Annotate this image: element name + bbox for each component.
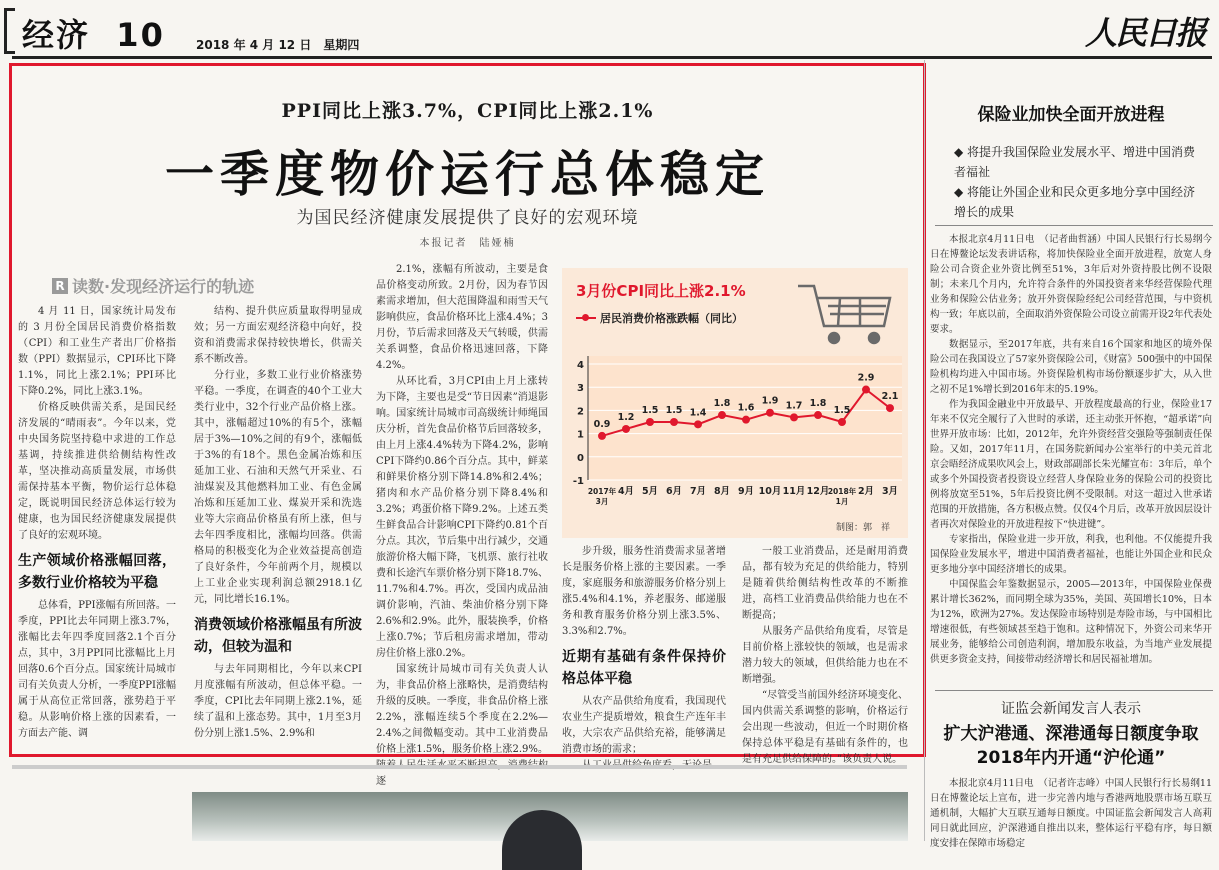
- paragraph: 国家统计局城市司有关负责人认为，非食品价格上涨略快，是消费结构升级的反映。一季度，非食品价格上涨2.2%，涨幅连续5个季度在2.2%—2.4%之间微幅变动。其中工业消费品价格上涨1.5%，服务价格上涨2.9%。 逐: [376, 664, 548, 787]
- x-tick-label: 2月: [857, 486, 875, 497]
- paragraph: 作为我国金融业中开放最早、开放程度最高的行业，保险业17年来不仅完全履行了入世时的承诺，还主动张开怀抱，“超承诺”向世界开放市场：比如，2012年，允许外资经营交强险等强制责任保险。又如，2017年11月，在国务院新闻办公室举行的中美元首北京会晤经济成果吹风会上，财政部副部长朱光耀宣布：3年后，单个或多个外国投资者投资设立经营人身保险业务的保险公司的投资比例将放宽至51%，5年后投资比例不受限制。对这一超过入世承诺范围的开放措施，各方积极点赞。仅仅4个月后，改革开放因层设计者再次对保险业的开放进程按下“快进键”。: [930, 399, 1212, 530]
- x-tick-label: 2017年: [587, 487, 617, 496]
- article-column-5: [742, 544, 908, 765]
- x-tick-label: 5月: [641, 486, 659, 497]
- legend-label: 居民消费价格涨跌幅（同比）: [600, 312, 743, 325]
- masthead: [0, 0, 1219, 58]
- data-label: 1.4: [689, 407, 707, 419]
- x-tick-sublabel: 1月: [835, 497, 849, 506]
- paragraph: 4 月 11 日，国家统计局发布的 3 月份全国居民消费价格指数（CPI）和工业生产者出厂价格指数（PPI）数据显示，CPI环比下降1.1%，同比上涨2.1%；PPI环比下降0.2%，同比上涨3.1%。: [18, 306, 176, 397]
- masthead-bracket: [4, 8, 15, 54]
- sidebar-rule: [935, 225, 1213, 226]
- paragraph: 本报北京4月11日电 （记者许志峰）中国人民银行行长易纲11日在博鳌论坛上宣布，进一步完善内地与香港两地股票市场互联互通机制，大幅扩大互联互通每日额度。中国证监会新闻发言人高莉同日就此回应，沪深港通自推出以来，整体运行平稳有序，每日额度安排在保障市场稳定: [930, 778, 1212, 849]
- read-section-label: [52, 274, 254, 297]
- data-point: [838, 418, 846, 426]
- data-point: [622, 425, 630, 433]
- data-label: 1.5: [833, 405, 851, 416]
- paragraph: 一般工业消费品，还是耐用消费品，都有较为充足的供给能力，特别是随着供给侧结构性改革的不断推进，高档工业消费品供给能力也在不断提高；: [742, 546, 908, 621]
- x-tick-label: 7月: [689, 486, 707, 497]
- data-point: [886, 404, 894, 412]
- data-point: [790, 413, 798, 421]
- cpi-chart: [562, 268, 908, 538]
- x-tick-label: 8月: [713, 486, 731, 497]
- sidebar2-title: 扩大沪港通、深港通每日额度争取2018年内开通“沪伦通”: [943, 724, 1199, 768]
- paragraph: 数据显示，至2017年底，共有来自16个国家和地区的境外保险公司在我国设立了57家外资保险公司，《财富》500强中的中国保险机构均进入中国市场。外资保险机构市场份额逐步扩大，从入世之初不足1%增长到2016年末的5.19%。: [930, 339, 1212, 395]
- data-point: [670, 418, 678, 426]
- data-point: [766, 409, 774, 417]
- data-point: [814, 411, 822, 419]
- bottom-rule: [12, 765, 907, 769]
- paragraph: 2.1%，涨幅有所波动，主要是食品价格变动所致。2月份，因为春节因素需求增加，但大范围降温和雨雪天气影响供应，食品价格环比上涨4.4%；3月份，节后需求回落及天气转暖，供需关系调整，食品价格迅速回落，下降4.2%。: [376, 264, 548, 371]
- y-tick-label: -1: [572, 476, 584, 487]
- paragraph: 专家指出，保险业进一步开放，利我，也利他。不仅能提升我国保险业发展水平，增进中国消费者福祉，也能让外国企业和民众更多地分享中国经济增长的成果。: [930, 534, 1212, 575]
- data-label: 1.5: [665, 405, 683, 416]
- y-tick-label: 4: [577, 360, 584, 371]
- data-label: 1.7: [785, 400, 803, 412]
- paragraph: 从服务产品供给角度看，尽管是目前价格上涨较快的领域，也是需求潜力较大的领域，但供给能力也在不断增强。: [742, 626, 908, 685]
- x-tick-label: 9月: [737, 486, 755, 497]
- chart-title: 3月份CPI同比上涨2.1%: [576, 282, 746, 300]
- column-divider: [924, 60, 925, 841]
- data-label: 1.5: [641, 405, 659, 416]
- paragraph: 从环比看，3月CPI由上月上涨转为下降，主要也是受“节日因素”消退影响。国家统计局城市司高级统计师绳国庆分析，首先食品价格节后回落较多，由上月上涨4.4%转为下降4.2%，影响CPI下降约0.86个百分点。其中，鲜菜和鲜果价格分别下降14.8%和2.4%；猪肉和水产品价格分别下降8.4%和3.2%；鸡蛋价格下降9.2%。上述五类生鲜食品合计影响CPI下降约0.81个百分点。其次，节后集中出行减少，交通旅游价格大幅下降，飞机票、旅行社收费和长途汽车票价格分别下降18.7%、11.7%和4.7%。再次，受国内成品油调价影响，汽油、柴油价格分别下降2.6%和2.9%。此外，服装换季，价格上涨0.7%；节后租房需求增加，带动房住价格上涨0.2%。: [376, 376, 548, 659]
- y-tick-label: 0: [577, 452, 584, 464]
- x-tick-label: 2018年: [827, 487, 857, 496]
- paragraph: 分行业，多数工业行业价格涨势平稳。一季度，在调查的40个工业大类行业中，32个行业产品价格上涨。其中，涨幅超过10%的有5个，涨幅居于3%—10%之间的有9个，涨幅低于3%的有18个。黑色金属冶炼和压延加工业、石油和天然气开采业、石油煤炭及其他燃料加工业、有色金属冶炼和压延加工业、煤炭开采和洗选业等大宗商品价格虽有所上涨，但与去年四季度相比，涨幅均回落。供需格局的积极变化为企业效益提高创造了良好条件，今年前两个月，规模以上工业企业实现利润总额2918.1亿元，同比增长16.1%。: [194, 370, 362, 605]
- read-badge-icon: R: [52, 278, 68, 294]
- paragraph: 本报北京4月11日电 （记者曲哲涵）中国人民银行行长易纲今日在博鳌论坛发表讲话称，将加快保险业全面开放进程，放宽人身险公司合资企业外资比例至51%，3年后对外资持股比例不设限制；未来几个月内，允许符合条件的外国投资者来华经营保险代理业务和保险公估业务；放开外资保险经纪公司经营范围，与中资机构一致；年底以前，全面取消外资保险公司设立前需开设2年代表处要求。: [930, 234, 1212, 335]
- x-tick-sublabel: 3月: [595, 497, 609, 506]
- article-column-4: [562, 544, 726, 754]
- data-point: [598, 432, 606, 440]
- data-label: 1.9: [761, 395, 779, 407]
- data-label: 1.8: [713, 398, 731, 410]
- data-point: [742, 416, 750, 424]
- article-headline: 一季度物价运行总体稳定: [164, 146, 770, 203]
- section-name: 经济: [22, 16, 91, 54]
- article-kicker: PPI同比上涨3.7%，CPI同比上涨2.1%: [281, 100, 654, 122]
- x-tick-label: 11月: [782, 486, 806, 497]
- paragraph: 结构、提升供应质量取得明显成效；另一方面宏观经济稳中向好，投资和消费需求保持较快增长，供需关系不断改善。: [194, 306, 362, 365]
- main-article: [9, 63, 926, 787]
- data-label: 1.8: [809, 398, 827, 410]
- section-heading: 近期有基础有条件保持价格总体平稳: [562, 649, 726, 687]
- sidebar2-kicker: 证监会新闻发言人表示: [1001, 701, 1141, 717]
- y-tick-label: 2: [577, 406, 584, 418]
- article-column-1: [18, 304, 176, 754]
- masthead-rule: [12, 56, 1212, 59]
- y-tick-label: 1: [577, 429, 584, 441]
- x-tick-label: 4月: [617, 486, 635, 497]
- paragraph: 价格反映供需关系，是国民经济发展的“晴雨表”。今年以来，党中央国务院坚持稳中求进的工作总基调，持续推进供给侧结构性改革，坚决推动高质量发展，市场供需保持基本平衡，物价运行总体稳定，既说明国民经济总体运行较为健康，也为国民经济健康发展提供了良好的宏观环境。: [18, 402, 176, 541]
- data-point: [646, 418, 654, 426]
- sidebar-bullet: ◆ 将能让外国企业和民众更多地分享中国经济增长的成果: [954, 185, 1196, 219]
- x-tick-label: 3月: [881, 486, 899, 497]
- bottom-photo: [192, 792, 908, 841]
- photo-figure: [502, 810, 582, 870]
- section-title: [22, 10, 165, 56]
- paragraph: 步升级，服务性消费需求显著增长是服务价格上涨的主要因素。一季度，家庭服务和旅游服务价格分别上涨5.4%和4.1%，养老服务、邮递服务和教育服务价格分别上涨3.5%、3.3%和2.7%。: [562, 546, 726, 637]
- data-point: [862, 386, 870, 394]
- sidebar-bullet: ◆ 将提升我国保险业发展水平、增进中国消费者福祉: [954, 145, 1196, 179]
- x-tick-label: 6月: [665, 486, 683, 497]
- shopping-cart-icon: [798, 286, 890, 343]
- data-point: [694, 420, 702, 428]
- section-heading: 生产领域价格涨幅回落，多数行业价格较为平稳: [18, 553, 176, 591]
- read-label-text: 读数·发现经济运行的轨迹: [72, 277, 255, 296]
- issue-date: 2018 年 4 月 12 日 星期四: [196, 38, 360, 52]
- sidebar-title: 保险业加快全面开放进程: [977, 105, 1165, 125]
- article-column-3: [376, 262, 548, 787]
- chart-credit: 制图：郭 祥: [835, 523, 890, 533]
- newspaper-logo: 人民日报: [1084, 14, 1205, 52]
- data-label: 0.9: [593, 418, 611, 430]
- article-byline: 本报记者 陆娅楠: [419, 238, 516, 249]
- paragraph: 总体看，PPI涨幅有所回落。一季度，PPI比去年同期上涨3.7%，涨幅比去年四季度回落2.1个百分点，其中，3月PPI同比涨幅比上月回落0.6个百分点。国家统计局城市司有关负责人分析，一季度PPI涨幅属于从高位正常回落，涨势趋于平稳。从影响价格上涨的因素看，一方面去产能、调: [18, 600, 176, 739]
- chart-plot: [562, 268, 908, 538]
- paragraph: 从农产品供给角度看，我国现代农业生产提质增效，粮食生产连年丰收，大宗农产品供给充裕，能够满足消费市场的需求；: [562, 696, 726, 755]
- article-subhead: 为国民经济健康发展提供了良好的宏观环境: [296, 208, 639, 228]
- data-label: 1.6: [737, 402, 755, 414]
- paragraph: “尽管受当前国外经济环境变化、国内供需关系调整的影响，价格运行会出现一些波动，但近一个时期价格保持总体平稳是有基础有条件的，也是有充足供给保障的。”该负责人说。: [742, 690, 908, 765]
- article-column-2: [194, 304, 362, 754]
- data-label: 2.1: [881, 391, 899, 403]
- data-point: [718, 411, 726, 419]
- section-heading: 消费领域价格涨幅虽有所波动，但较为温和: [194, 617, 362, 655]
- page-number: 10: [116, 16, 165, 54]
- data-label: 2.9: [857, 372, 875, 384]
- paragraph: 与去年同期相比，今年以来CPI月度涨幅有所波动，但总体平稳。一季度，CPI比去年同期上涨2.1%，延续了温和上涨态势。其中，1月至3月份分别上涨1.5%、2.9%和: [194, 664, 362, 739]
- sidebar-bullets: [954, 142, 1204, 222]
- x-tick-label: 12月: [806, 486, 830, 497]
- paragraph: 中国保监会年鉴数据显示，2005—2013年，中国保险业保费累计增长362%，而同期全球为35%，美国、英国增长10%，日本为12%，欧洲为27%。发达保险市场特别是寿险市场，与中国相比增速很低，有些领域甚至趋于饱和。这种情况下，外资公司来华开展业务，能够给公司创造利润，增加股东收益，为当地产业发展提供更多资金支持，间接带动经济增长和居民福祉增加。: [930, 579, 1212, 665]
- x-tick-label: 10月: [758, 486, 782, 497]
- sidebar2-body: [930, 776, 1212, 849]
- y-tick-label: 3: [577, 383, 584, 395]
- sidebar-body: [930, 232, 1212, 684]
- data-label: 1.2: [617, 411, 635, 423]
- sidebar-rule: [935, 690, 1213, 691]
